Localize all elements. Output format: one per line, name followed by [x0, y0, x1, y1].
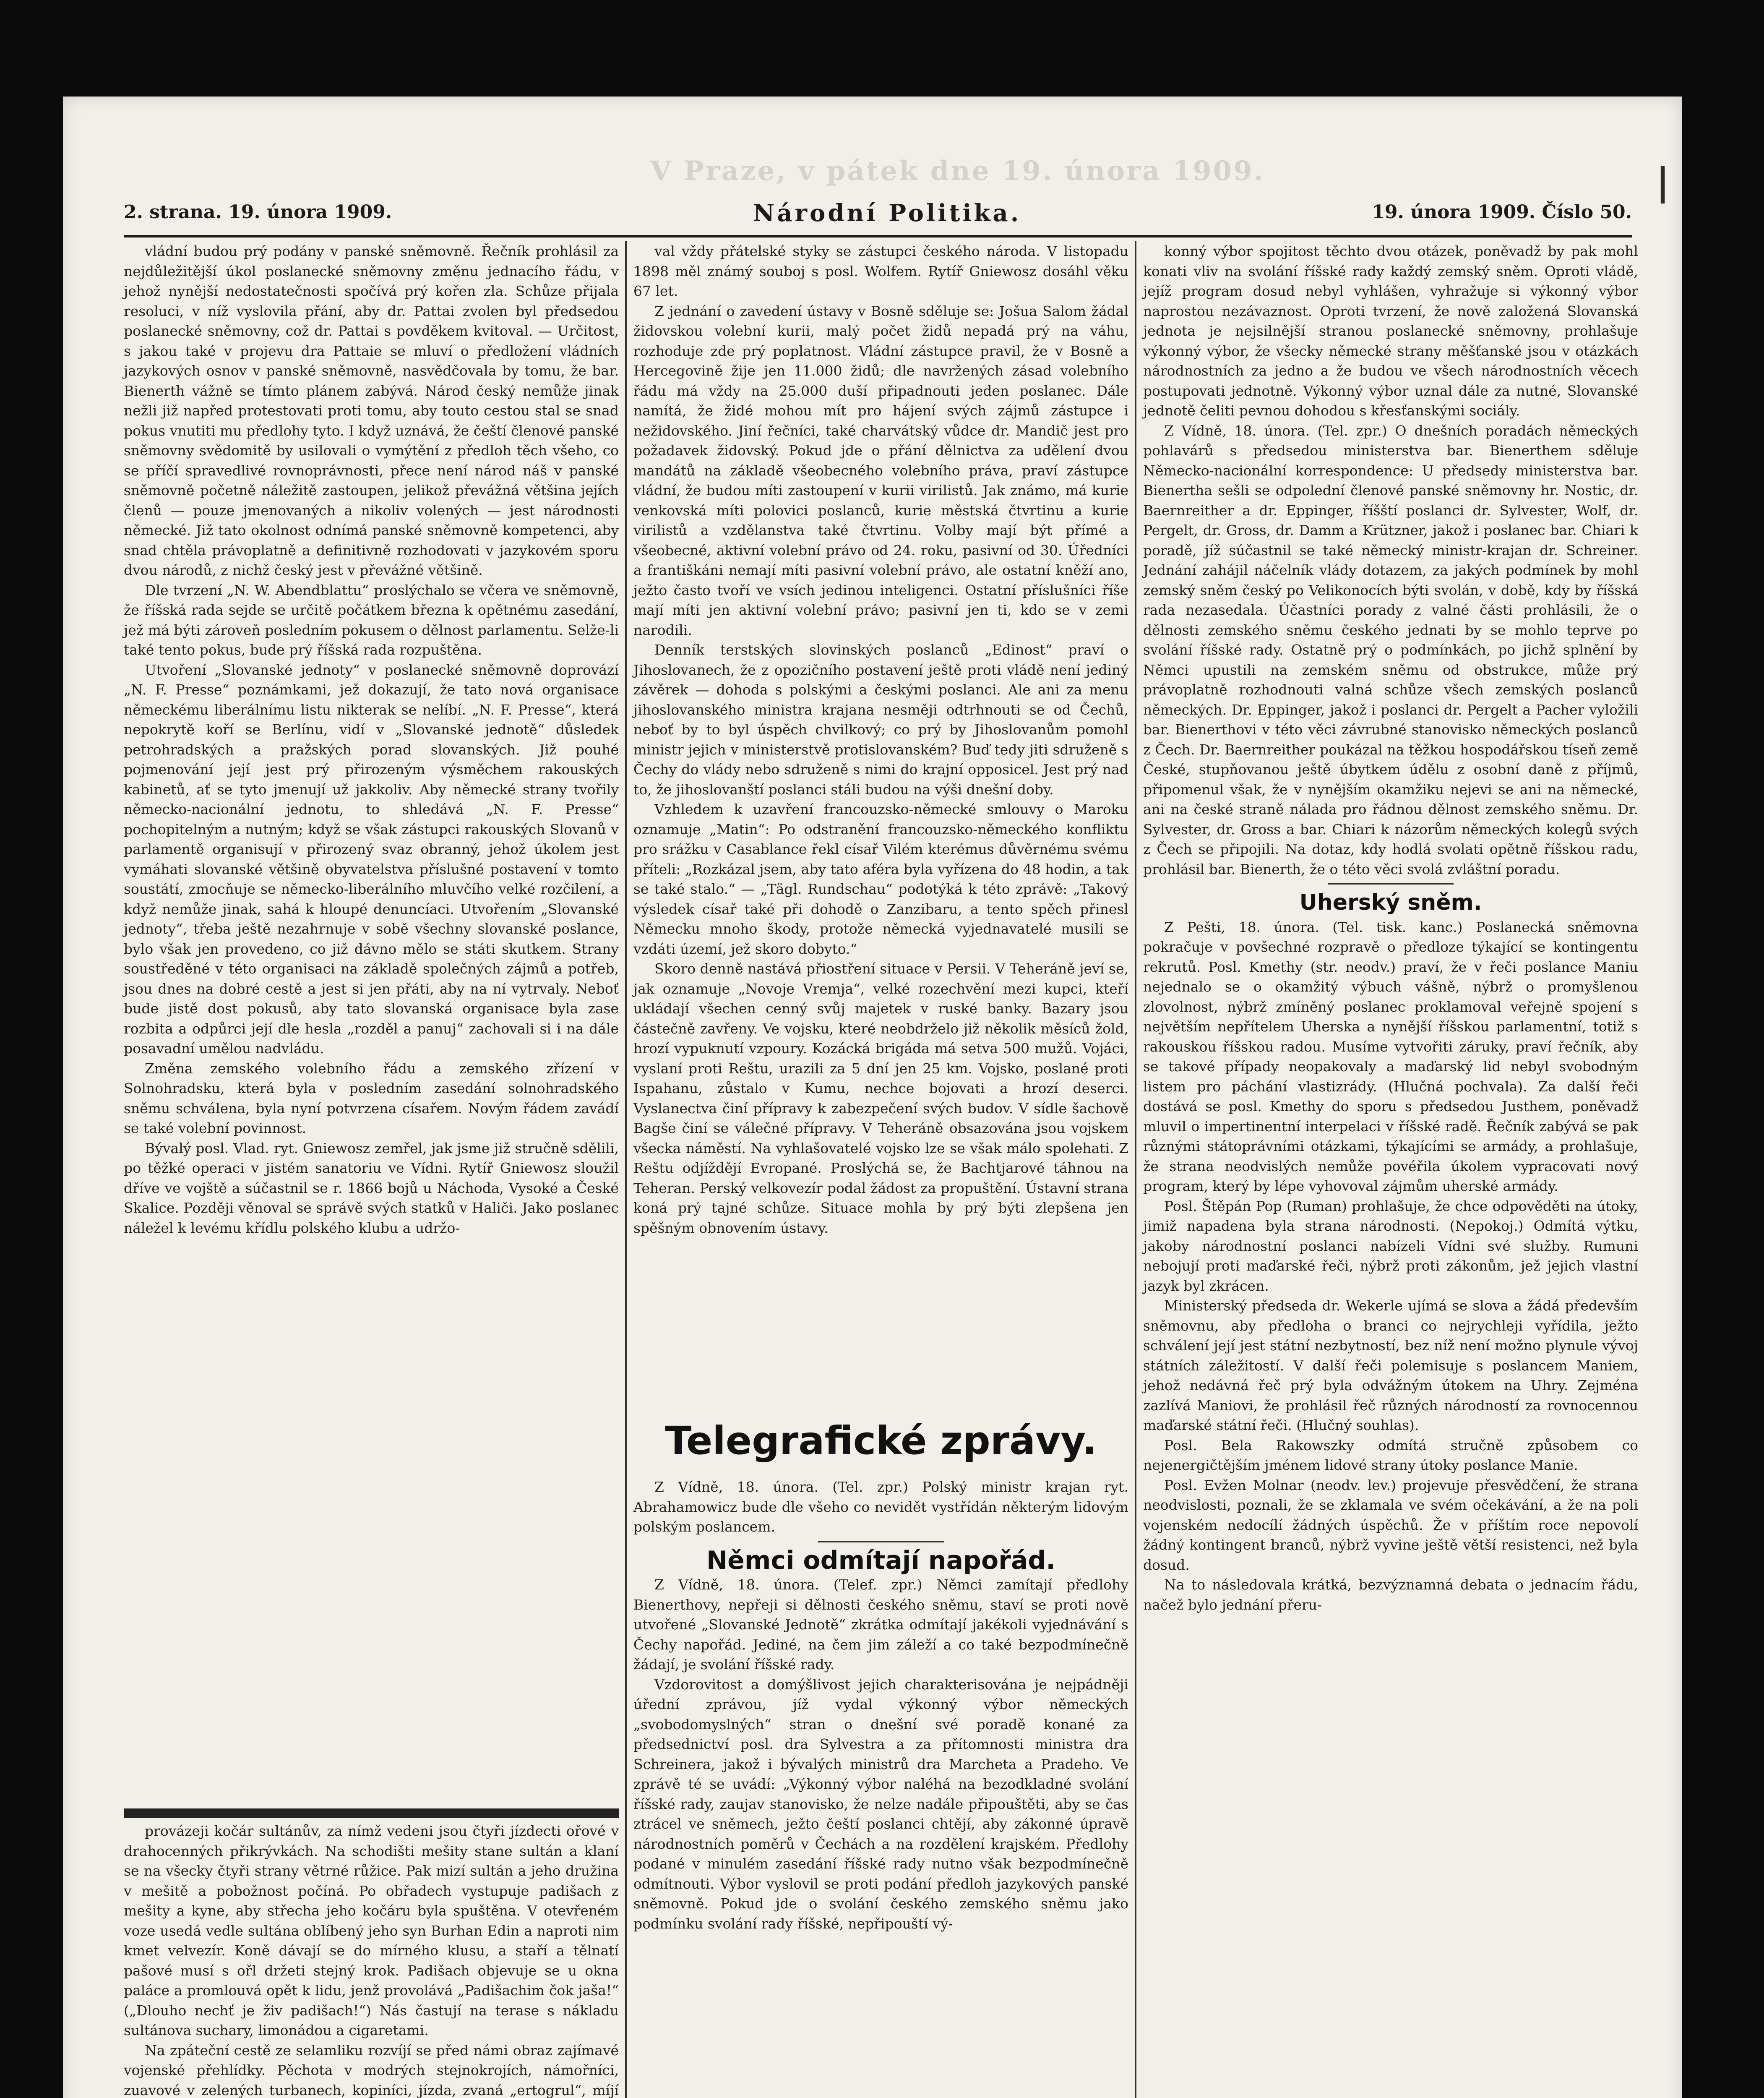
article-paragraph: Skoro denně nastává přiostření situace v Persii. V Teheráně jeví se, jak oznamuje „Novoje Vremja“, velké rozechvění mezi kupci, kteří ukládají všechen cenný svůj majetek v ruské banky. Bazary jsou částečně zavřeny. Ve vojsku, které neobdrželo již několik měsíců žold, hrozí vypuknutí vzpoury. Kozácká brigáda má setva 500 mužů. Vojáci, vyslaní proti Reštu, urazili za 5 dní jen 25 km. Vojsko, poslané proti Ispahanu, zůstalo v Kumu, nechce bojovati a hrozí deserci. Vyslanectva činí přípravy k zabezpečení svých budov. V sídle šachově Bagše činí se válečné přípravy. V Teheráně obsazována jsou vojskem všecka náměstí. Na vyhlašovatelé vojsko lze se však málo spolehati. Z Reštu odjíždějí Evropané. Proslýchá se, že Bachtjarové táhnou na Teheran. Perský velkovezír podal žádost za propuštění. Ústavní strana koná prý tajné schůze. Situace mohla by prý býti zlepšena jen spěšným obnovením ústavy.	[633, 960, 1128, 1236]
telegram-paragraph: Z Vídně, 18. února. (Telef. zpr.) Němci zamítají předlohy Bienerthovy, nepřeji si dělnosti českého sněmu, staví se proti nově utvořené „Slovanské Jednotě“ zkrátka odmítají jakékoli vyjednávání s Čechy napořád. Jediné, na čem jim záleží a co také bezpodmínečně žádají, je svolání říšské rady.	[633, 1576, 1128, 1673]
telegram-column	[633, 1477, 1128, 1934]
article-paragraph: Utvoření „Slovanské jednoty“ v poslanecké sněmovně doprovází „N. F. Presse“ poznámkami, jež dokazují, že tato nová organisace německému liberálnímu listu nikterak se nelíbí. „N. F. Presse“, která nepokrytě koří se Berlínu, vidí v „Slovanské jednotě“ důsledek petrohradských a pražských porad slovanských. Již pouhé pojmenování její jest prý přirozeným výsměchem rakouských kabinetů, ať se tyto jmenují už jakkoliv. Aby německé strany tvořily německo-nacionální jednotu, to shledává „N. F. Presse“ pochopitelným a nutným; když se však zástupci rakouských Slovanů v parlamentě organisují v přirozený svaz obranný, jehož úkolem jest vymáhati slovanské většině obyvatelstva příslušné postavení v tomto soustátí, zmocňuje se německo-liberálního mluvčího velké rozčilení, a když nemůže jinak, sahá k hloupé denuncíaci. Utvořením „Slovanské jednoty“, třeba ještě nezahrnuje v sobě všechny slovanské poslance, bylo však jen provedeno, co již dávno mělo se státi skutkem. Strany soustředěné v této organisaci na základě společných zájmů a potřeb, jsou dnes na dobré cestě a jest si jen přáti, aby na ní vytrvaly. Neboť bude jistě dost pokusů, aby tato slovanská organisace byla zase rozbita a odpůrci její dle hesla „rozděl a panuj“ zachovali si i na dále posavadní umělou nadvládu.	[124, 661, 619, 1057]
column-3	[1143, 241, 1638, 1615]
article-paragraph: Posl. Štěpán Pop (Ruman) prohlašuje, že chce odpověděti na útoky, jimiž napadena byla strana národnosti. (Nepokoj.) Odmítá výtku, jakoby národnostní poslanci nabízeli Vídni své služby. Rumuni nebojují proti maďarské řeči, nýbrž proti zákonům, jež jejich vlastní jazyk byl zkrácen.	[1143, 1198, 1638, 1294]
telegram-section-title: Telegrafické zprávy.	[665, 1418, 1097, 1463]
page-header	[124, 197, 1632, 235]
article-paragraph: vládní budou prý podány v panské sněmovně. Řečník prohlásil za nejdůležitější úkol poslanecké sněmovny změnu jednacího řádu, v jehož nynější nedostatečnosti spočívá prý kořen zla. Schůze přijala resoluci, v níž vyslovila přání, aby dr. Pattai zvolen byl předsedou poslanecké sněmovny, což dr. Pattai s povděkem kvitoval. — Určitost, s jakou také v projevu dra Pattaie se mluví o předložení vládních jazykových osnov v panské sněmovně, nasvědčovala by tomu, že bar. Bienerth vážně se tímto plánem zabývá. Národ český nemůže jinak nežli již napřed protestovati proti tomu, aby touto cestou stal se snad pokus vnutiti mu předlohy tyto. I když uznává, že čeští členové panské sněmovny svědomitě by usilovali o vymýtění z předloh těch všeho, co se příčí spravedlivé rovnoprávnosti, přece není národ náš v panské sněmovně početně náležitě zastoupen, jelikož převážná většina jejích členů — pouze jmenovaných a nikoliv volených — jest národnosti německé. Již tato okolnost odnímá panské sněmovně kompetenci, aby snad chtěla právoplatně a definitivně rozhodovati v jazykovém sporu dvou národů, z nichž český jest v převážné většině.	[124, 243, 619, 578]
column-2	[633, 241, 1128, 1238]
article-paragraph: Z jednání o zavedení ústavy v Bosně sděluje se: Jošua Salom žádal židovskou volební kurii, malý počet židů nepadá prý na váhu, rozhoduje zde prý poplatnost. Vládní zástupce pravil, že v Bosně a Hercegovině žije jen 11.000 židů; dle navržených zásad volebního řádu má vždy na 25.000 duší připadnouti jeden poslanec. Dále namítá, že židé mohou mít pro hájení svých zájmů zástupce i nežidovského. Jiní řečníci, také charvátský vůdce dr. Mandič jest pro požadavek židovský. Pokud jde o přání dělnictva za udělení dvou mandátů na základě všeobecného volebního práva, praví zástupce vládní, že budou míti zastoupení v kurii virilistů. Jak známo, má kurie venkovská míti polovici poslanců, kurie městská čtvrtinu a kurie virilistů a vzdělanstva také čtvrtinu. Volby mají být přímé a všeobecné, aktivní volební právo od 24. roku, pasivní od 30. Úředníci a františkáni nemají míti pasivní volební právo, ale ostatní kněží ano, ježto často tvoří ve vsích jedinou inteligenci. Ostatní příslušníci říše mají míti jen aktivní volební právo; pasivní jen ti, kdo se v zemi narodili.	[633, 303, 1128, 638]
corner-mark: |	[1656, 159, 1670, 204]
column-1	[124, 241, 619, 1238]
article-paragraph: val vždy přátelské styky se zástupci českého národa. V listopadu 1898 měl známý souboj s posl. Wolfem. Rytíř Gniewosz dosáhl věku 67 let.	[633, 243, 1128, 299]
feuilleton-divider	[124, 1808, 619, 1818]
article-paragraph: Posl. Evžen Molnar (neodv. lev.) projevuje přesvědčení, že strana neodvislosti, poznali, že se zklamala ve svém očekávání, a že na poli vojenském nedocílí žádných úspěchů. Že v příštím roce nepovolí žádný kontingent branců, nýbrž vyvine ještě větší resistenci, než byla dosud.	[1143, 1477, 1638, 1573]
article-paragraph: Denník terstských slovinských poslanců „Edinost“ praví o Jihoslovanech, že z opozičního postavení ještě proti vládě není jediný závěrek — dohoda s polskými a českými poslanci. Ale ani za menu jihoslovanského ministra krajana nesměji odtrhnouti se od Čechů, neboť by to byl úspěch chvilkový; co prý by Jihoslovanům pomohl ministr jejich v ministerstvě protislovanském? Buď tedy jiti sdruženě s Čechy do vlády nebo sdruženě s nimi do krajní opposicel. Jest prý nad to, že jihoslovanští poslanci stáli budou na výši dnešní doby.	[633, 642, 1128, 798]
article-paragraph: Ministerský předseda dr. Wekerle ujímá se slova a žádá především sněmovnu, aby předloha o branci co nejrychleji vyřídila, ježto schválení její jest státní nezbytností, bez níž není možno plynule vývoj státních záležitostí. V další řeči polemisuje s poslancem Maniem, jehož nedávná řeč prý byla odvážným útokem na Uhry. Zejména zazlívá Maniovi, že prohlásil řeč různých národností za rovnocennou maďarské státní řeči. (Hlučný souhlas).	[1143, 1297, 1638, 1433]
article-paragraph: Dle tvrzení „N. W. Abendblattu“ proslýchalo se včera ve sněmovně, že říšská rada sejde se určitě počátkem března k opětnému zasedání, jež má býti zároveň posledním pokusem o dělnost parlamentu. Selže-li také tento pokus, bude prý říšská rada rozpuštěna.	[124, 582, 619, 658]
short-rule	[1328, 883, 1454, 885]
masthead-title: Národní Politika.	[753, 199, 1021, 227]
article-paragraph: Z Pešti, 18. února. (Tel. tisk. kanc.) Poslanecká sněmovna pokračuje v povšechné rozpravě o předloze týkající se kontingentu rekrutů. Posl. Kmethy (str. neodv.) praví, že v řeči poslance Maniu nejednalo se o okamžitý výbuch vášně, nýbrž o promyšlenou zlovolnost, nýbrž zmíněný poslanec proklamoval veřejně spojení s největším nepřítelem Uherska a nynější říšskou parlamentní, totiž s rakouskou říšskou radou. Musíme vytvořiti záruky, praví řečník, aby se takové případy neopakovaly a maďarský lid nebyl svobodným listem pro páchání vlastizrády. (Hlučná pochvala). Za další řeči dostává se posl. Kmethy do sporu s předsedou Justhem, poněvadž mluvil o impertinentní interpelaci v říšské radě. Řečník zabývá se pak různými státoprávními otázkami, týkajícími se armády, a prohlašuje, že strana neodvislých nemůže povéřila úkolem vypracovati nový program, který by lépe vyhovoval zájmům uherské armády.	[1143, 919, 1638, 1194]
telegram-paragraph: Z Vídně, 18. února. (Tel. zpr.) Polský ministr krajan ryt. Abrahamowicz bude dle všeho co nevidět vystřídán některým lidovým polským poslancem.	[633, 1479, 1128, 1535]
header-rule	[124, 235, 1632, 237]
feuilleton-paragraph: Na zpáteční cestě ze selamliku rozvíjí se před námi obraz zajímavé vojenské přehlídky. Pěchota v modrých stejnokrojích, námořníci, zuavové v zelených turbanech, kopiníci, jízda, zvaná „ertogrul“, míjí	[124, 2042, 619, 2098]
article-paragraph: Změna zemského volebního řádu a zemského zřízení v Solnohradsku, která byla v posledním zasedání solnohradského sněmu schválena, byla nyní potvrzena císařem. Novým řádem zavádí se také volební povinnost.	[124, 1060, 619, 1136]
nemci-section-title: Němci odmítají napořád.	[706, 1545, 1056, 1575]
article-paragraph: Bývalý posl. Vlad. ryt. Gniewosz zemřel, jak jsme již stručně sdělili, po těžké operaci v jistém sanatoriu ve Vídni. Rytíř Gniewosz sloužil dříve ve vojště a súčastnil se r. 1866 bojů u Náchoda, Vysoké a České Skalice. Později věnoval se správě svých statků v Haliči. Jako poslanec náležel k levému křídlu polského klubu a udržo-	[124, 1140, 619, 1236]
telegram-paragraph: Vzdorovitost a domýšlivost jejich charakterisována je nejpádněji úřední zprávou, jíž vydal výkonný výbor německých „svobodomyslných“ stran o dnešní své poradě konané za předsednictví posl. dra Sylvestra a za přítomnosti ministra dra Schreinera, jakož i bývalých ministrů dra Marcheta a Pradeho. Ve zprávě té se uvádí: „Výkonný výbor naléhá na bezodkladné svolání říšské rady, zaujav stanovisko, že nelze nadále připouštěti, aby se čas ztrácel ve sněmech, ježto čeští poslanci chtějí, aby zákonné úpravě národnostních poměrů v Čechách a na rozdělení krajském. Předlohy podané v minulém zasedání říšské rady nutno však bezpodmínečně odmítnouti. Výbor vyslovil se proti podání předloh jazykových panské sněmovně. Pokud jde o svolání českého zemského sněmu jako podmínku svolání rady říšské, nepřipouští vý-	[633, 1676, 1128, 1932]
feuilleton-column	[124, 1821, 619, 2098]
article-paragraph: Z Vídně, 18. února. (Tel. zpr.) O dnešních poradách německých pohlavárů s předsedou ministerstva bar. Bienerthem sděluje Německo-nacionální korrespondence: U předsedy ministerstva bar. Bienertha sešli se odpolední členové panské sněmovny hr. Nostic, dr. Baernreither a dr. Eppinger, říšští poslanci dr. Sylvester, Wolf, dr. Pergelt, dr. Gross, dr. Damm a Krützner, jakož i poslanec bar. Chiari k poradě, jíž súčastnil se také německý ministr-krajan dr. Schreiner. Jednání zahájil náčelník vlády dotazem, za jakých podmínek by mohl zemský sněm český po Velikonocích býti svolán, v době, kdy by říšská rada nezasedala. Účastníci porady z valné části prohlásili, že o dělnosti zemského sněmu českého jednati by se mohlo teprve po svolání říšské rady. Ostatně prý o podmínkách, po jichž splnění by Němci upustili na zemském sněmu od obstrukce, může prý právoplatně rozhodnouti valná schůze všech zemských poslanců německých. Dr. Eppinger, jakož i poslanci dr. Pergelt a Pacher vyložili bar. Bienerthovi v této věci závrubné stanovisko německých poslanců z Čech. Dr. Baernreither poukázal na těžkou hospodářskou tíseň země České, stupňovanou ještě úbytkem údělu z osobní daně z příjmů, připomenul však, že v nynějším okamžiku nejevi se ani na německé, ani na české straně nálada pro řádnou dělnost zemského sněmu. Dr. Sylvester, dr. Gross a bar. Chiari k názorům německých kolegů svých z Čech se připojili. Na dotaz, kdy hodlá svolati opětně říšskou radu, prohlásil bar. Bienerth, že o této věci svolá zvláštní poradu.	[1143, 422, 1638, 877]
article-paragraph: konný výbor spojitost těchto dvou otázek, poněvadž by pak mohl konati vliv na svolání říšské rady každý zemský sněm. Oproti vládě, jejíž program dosud nebyl vyhlášen, vyhražuje si výkonný výbor naprostou nezávaznost. Oproti tvrzení, že nově založená Slovanská jednota je nejsilnější stranou poslanecké sněmovny, prohlašuje výkonný výbor, že všecky německé strany měšťanské jsou v otázkách národnostních za jedno a že budou ve všech národnostních věcech postupovati jednotně. Výkonný výbor uznal dále za nutné, Slovanské jednotě čeliti pevnou dohodou s křesťanskými sociály.	[1143, 243, 1638, 419]
header-date-left: 2. strana. 19. února 1909.	[124, 201, 392, 223]
newspaper-page	[63, 97, 1682, 2098]
uhersky-section-title: Uherský sněm.	[1299, 890, 1482, 915]
column-divider-2	[1135, 241, 1136, 2098]
short-rule	[818, 1541, 944, 1542]
bleedthrough-text: V Praze, v pátek dne 19. února 1909.	[650, 155, 1265, 187]
article-paragraph: Posl. Bela Rakowszky odmítá stručně způsobem co nejenergičtějším jménem lidové strany útoky poslance Manie.	[1143, 1437, 1638, 1473]
column-divider-1	[625, 241, 627, 2098]
feuilleton-paragraph: provázeji kočár sultánův, za nímž vedeni jsou čtyři jízdecti ořové v drahocenných přikrývkách. Na schodišti mešity stane sultán a klaní se na všecky čtyři strany větrné růžice. Pak mizí sultán a jeho družina v mešitě a pobožnost počíná. Po obřadech vystupuje padišach z mešity a kyne, aby střecha jeho kočáru byla spuštěna. V otevřeném voze usedá vedle sultána oblíbený jeho syn Burhan Edin a naproti nim kmet velvezír. Koně dávají se do mírného klusu, a staří a tělnatí pašové musí s ořl držeti stejný krok. Padišach objevuje se u okna paláce a promlouvá opět k lidu, jenž provolává „Padišachim čok jaša!“ („Dlouho nechť je živ padišach!“) Nás častují na terase s nákladu sultánova suchary, limonádou a cigaretami.	[124, 1823, 619, 2038]
article-paragraph: Vzhledem k uzavření francouzsko-německé smlouvy o Maroku oznamuje „Matin“: Po odstranění francouzsko-německého konfliktu pro srážku v Casablance řekl císař Vilém kterémus důvěrnému svému příteli: „Rozkázal jsem, aby tato aféra byla vyřízena do 48 hodin, a tak se také stalo.“ — „Tägl. Rundschau“ podotýká k této zprávě: „Takový výsledek císař také při dohodě o Zanzibaru, a tento spěch přinesl Německu mnoho škody, protože německá vyjednavatelé musili se vzdáti území, jež skoro dobyto.“	[633, 801, 1128, 957]
header-date-right: 19. února 1909. Číslo 50.	[1372, 201, 1632, 223]
article-paragraph: Na to následovala krátká, bezvýznamná debata o jednacím řádu, načež bylo jednání přeru-	[1143, 1576, 1638, 1613]
